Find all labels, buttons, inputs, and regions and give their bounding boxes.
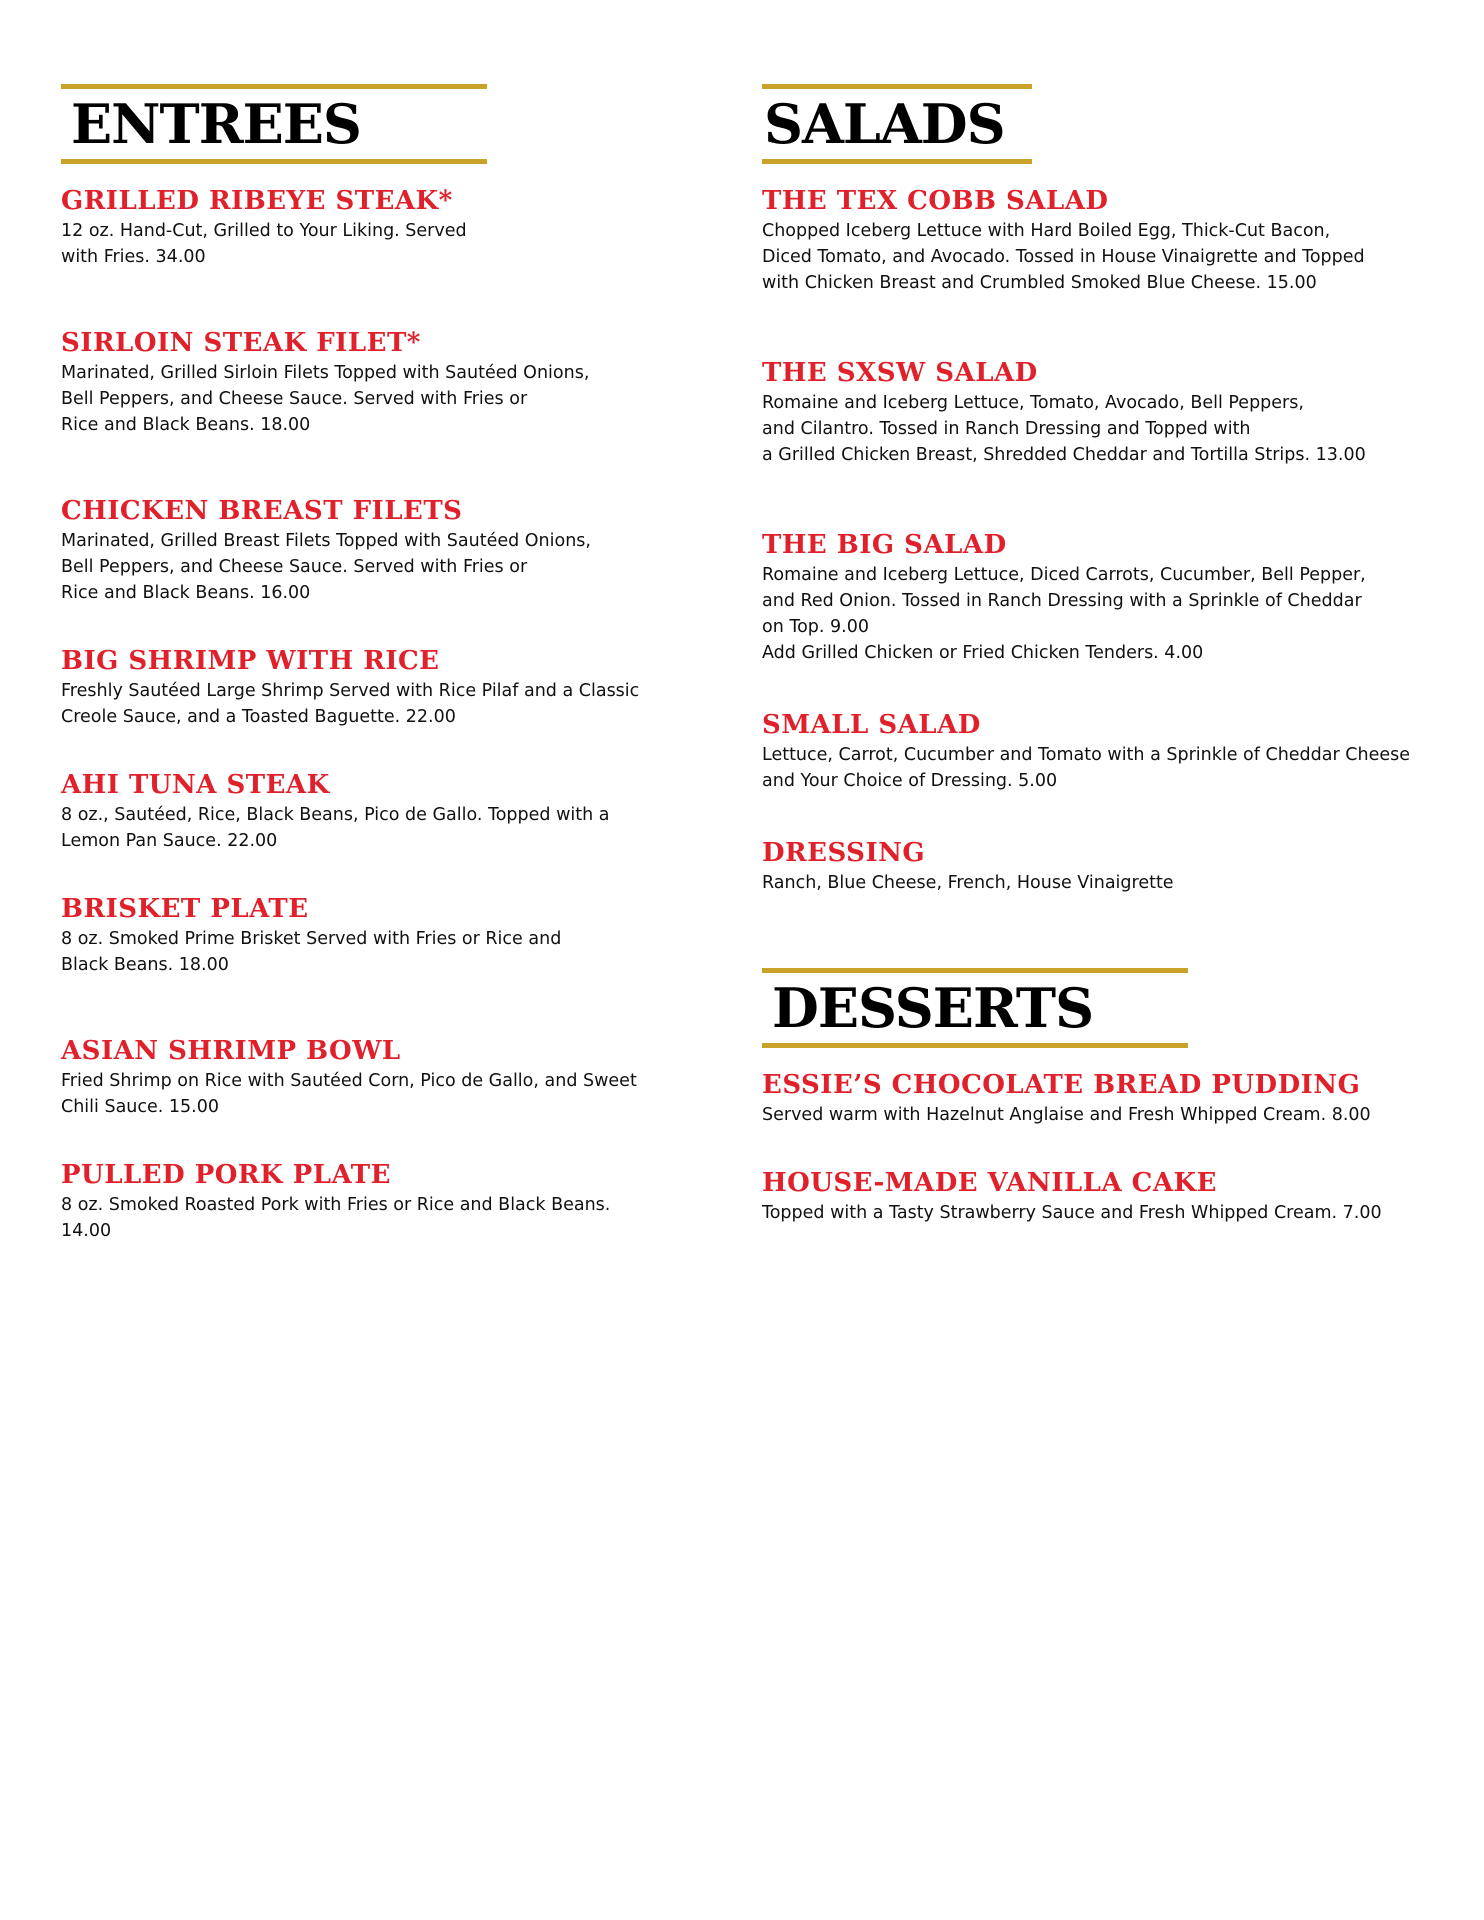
item-name: BIG SHRIMP WITH RICE (61, 646, 440, 676)
item-name: GRILLED RIBEYE STEAK* (61, 186, 453, 216)
desserts-title: DESSERTS (772, 976, 1094, 1040)
item-description: Chopped Iceberg Lettuce with Hard Boiled Egg, Thick-Cut Bacon, Diced Tomato, and Avocado. Tossed in House Vinaigrette and Topped with Chicken Breast and Crumbled Smoked Blue Cheese. 15.00 (762, 221, 1365, 293)
menu-item (762, 710, 1442, 794)
item-name: SIRLOIN STEAK FILET* (61, 328, 421, 358)
menu-item (762, 358, 1442, 468)
menu-item (61, 894, 661, 978)
salads-desserts-column (762, 84, 1442, 1266)
item-name: DRESSING (762, 838, 926, 868)
desserts-header (762, 968, 1188, 1048)
item-name: HOUSE-MADE VANILLA CAKE (762, 1168, 1217, 1198)
item-name: PULLED PORK PLATE (61, 1160, 391, 1190)
item-name: THE BIG SALAD (762, 530, 1007, 560)
item-name: ASIAN SHRIMP BOWL (61, 1036, 401, 1066)
menu-item (61, 646, 661, 730)
item-name: AHI TUNA STEAK (61, 770, 330, 800)
item-description: Freshly Sautéed Large Shrimp Served with Rice Pilaf and a Classic Creole Sauce, and a Toasted Baguette. 22.00 (61, 681, 640, 727)
entrees-title: ENTREES (71, 92, 361, 156)
item-description: 8 oz. Smoked Roasted Pork with Fries or Rice and Black Beans. 14.00 (61, 1195, 611, 1241)
menu-item (762, 186, 1442, 296)
menu-item (61, 496, 661, 606)
item-name: ESSIE’S CHOCOLATE BREAD PUDDING (762, 1070, 1361, 1100)
menu-item (61, 1160, 661, 1244)
item-name: THE TEX COBB SALAD (762, 186, 1109, 216)
item-description: Marinated, Grilled Sirloin Filets Topped with Sautéed Onions, Bell Peppers, and Cheese Sauce. Served with Fries or Rice and Black Beans. 18.00 (61, 363, 590, 435)
item-description: Marinated, Grilled Breast Filets Topped with Sautéed Onions, Bell Peppers, and Cheese Sauce. Served with Fries or Rice and Black Beans. 16.00 (61, 531, 591, 603)
menu-item (762, 530, 1442, 666)
item-description: Topped with a Tasty Strawberry Sauce and Fresh Whipped Cream. 7.00 (762, 1203, 1382, 1223)
item-description: 12 oz. Hand-Cut, Grilled to Your Liking. Served with Fries. 34.00 (61, 221, 467, 267)
item-description: Served warm with Hazelnut Anglaise and Fresh Whipped Cream. 8.00 (762, 1105, 1371, 1125)
menu-item (762, 1070, 1442, 1128)
item-description: Romaine and Iceberg Lettuce, Diced Carrots, Cucumber, Bell Pepper, and Red Onion. Tossed in Ranch Dressing with a Sprinkle of Cheddar on Top. 9.00 Add Grilled Chicken or Fried Chicken Tenders. 4.00 (762, 565, 1366, 663)
menu-item (61, 1036, 661, 1120)
menu-item (762, 1168, 1442, 1226)
item-name: BRISKET PLATE (61, 894, 309, 924)
salads-title: SALADS (764, 92, 1005, 156)
item-name: THE SXSW SALAD (762, 358, 1038, 388)
menu-item (61, 328, 661, 438)
item-description: Ranch, Blue Cheese, French, House Vinaigrette (762, 873, 1174, 893)
menu-item (762, 838, 1442, 896)
item-name: SMALL SALAD (762, 710, 981, 740)
entrees-header (61, 84, 487, 164)
item-name: CHICKEN BREAST FILETS (61, 496, 463, 526)
desserts-section (762, 968, 1442, 1226)
salads-header (762, 84, 1032, 164)
item-description: Lettuce, Carrot, Cucumber and Tomato with a Sprinkle of Cheddar Cheese and Your Choice of Dressing. 5.00 (762, 745, 1410, 791)
item-description: 8 oz. Smoked Prime Brisket Served with Fries or Rice and Black Beans. 18.00 (61, 929, 562, 975)
menu-item (61, 770, 661, 854)
menu-item (61, 186, 661, 270)
item-description: Fried Shrimp on Rice with Sautéed Corn, Pico de Gallo, and Sweet Chili Sauce. 15.00 (61, 1071, 637, 1117)
entrees-column (61, 84, 661, 1290)
item-description: 8 oz., Sautéed, Rice, Black Beans, Pico de Gallo. Topped with a Lemon Pan Sauce. 22.00 (61, 805, 610, 851)
item-description: Romaine and Iceberg Lettuce, Tomato, Avocado, Bell Peppers, and Cilantro. Tossed in Ranch Dressing and Topped with a Grilled Chicken Breast, Shredded Cheddar and Tortilla Strips. 13.00 (762, 393, 1366, 465)
